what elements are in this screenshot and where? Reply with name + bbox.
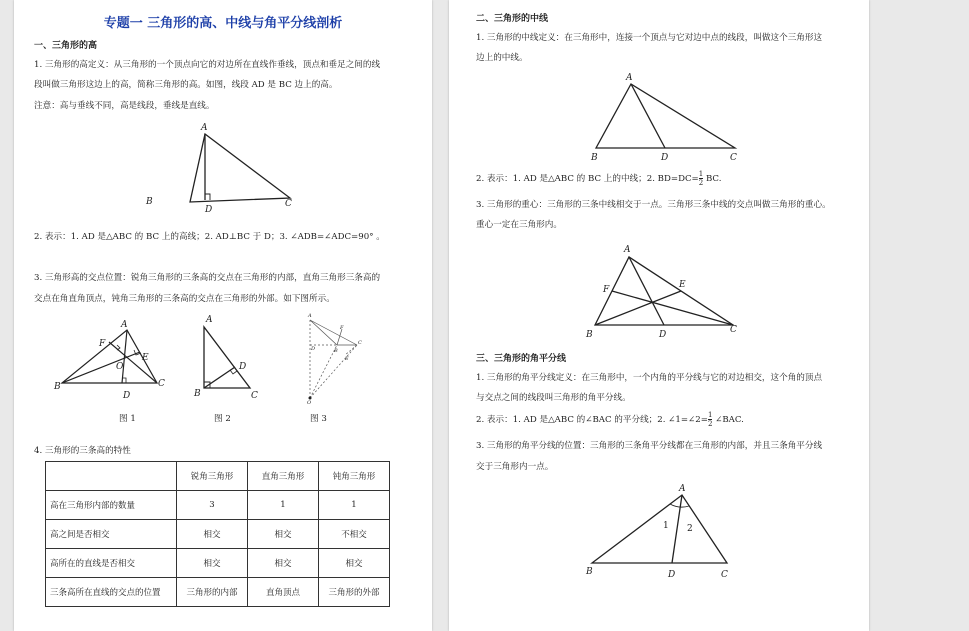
centroid-label-E: E <box>679 280 686 290</box>
table-cell: 高之间是否相交 <box>46 520 177 549</box>
fig2-label-D: D <box>239 362 247 372</box>
fig3-label-D: D <box>311 346 316 352</box>
table-header-cell <box>46 462 177 491</box>
table-row <box>46 520 390 549</box>
fraction-denominator: 2 <box>707 420 713 428</box>
table-header-cell: 锐角三角形 <box>177 462 248 491</box>
section-heading-median: 二、三角形的中线 <box>476 14 549 24</box>
fig1-label-C: C <box>158 379 165 389</box>
label-A: A <box>201 123 208 133</box>
table-cell: 1 <box>319 491 390 520</box>
bisector-label-1: 1 <box>663 521 669 531</box>
paragraph-height-def-line1: 1. 三角形的高定义：从三角形的一个顶点向它的对边所在直线作垂线，顶点和垂足之间的线 <box>34 60 381 70</box>
caption-figure-1: 图 1 <box>119 414 136 424</box>
fig3-label-E: E <box>345 356 349 362</box>
table-cell: 高所在的直线是否相交 <box>46 549 177 578</box>
table-cell: 直角顶点 <box>248 578 319 607</box>
label-B: B <box>146 197 153 207</box>
bisector-label-C: C <box>721 570 728 580</box>
bisector-notation-suffix: ∠BAC. <box>712 415 744 425</box>
median-notation-text: 2. 表示：1. AD 是△ABC 的 BC 上的中线；2. BD=DC= <box>476 174 699 184</box>
table-cell: 相交 <box>319 549 390 578</box>
table-cell: 三角形的内部 <box>177 578 248 607</box>
fig2-label-B: B <box>194 389 201 399</box>
caption-figure-2: 图 2 <box>214 414 231 424</box>
centroid-label-A: A <box>624 245 631 255</box>
fig3-label-B: B <box>334 348 338 354</box>
paragraph-incenter-line1: 3. 三角形的角平分线的位置：三角形的三条角平分线都在三角形的内部，并且三条角平分线 <box>476 441 823 451</box>
paragraph-centroid-line2: 重心一定在三角形内。 <box>476 220 562 230</box>
fraction-denominator: 2 <box>698 179 704 187</box>
fig1-label-D: D <box>123 391 131 401</box>
table-cell: 3 <box>177 491 248 520</box>
fig1-label-A: A <box>121 320 128 330</box>
table-cell: 三条高所在直线的交点的位置 <box>46 578 177 607</box>
table-cell: 相交 <box>177 520 248 549</box>
bisector-label-B: B <box>586 567 593 577</box>
centroid-label-B: B <box>586 330 593 340</box>
fig3-label-A: A <box>308 313 312 319</box>
label-D: D <box>205 205 213 215</box>
fraction-numerator: 1 <box>707 411 713 419</box>
caption-figure-3: 图 3 <box>310 414 327 424</box>
table-header-row <box>46 462 390 491</box>
fraction-numerator: 1 <box>698 170 704 178</box>
table-cell: 1 <box>248 491 319 520</box>
paragraph-median-def-line2: 边上的中线。 <box>476 53 528 63</box>
paragraph-orthocenter-line2: 交点在角直角顶点，钝角三角形的三条高的交点在三角形的外部。如下图所示。 <box>34 294 335 304</box>
fig3-label-O: O <box>307 400 312 406</box>
paragraph-altitude-properties: 4. 三角形的三条高的特性 <box>34 446 131 456</box>
paragraph-median-def-line1: 1. 三角形的中线定义：在三角形中，连接一个顶点与它对边中点的线段，叫做这个三角形这 <box>476 33 823 43</box>
bisector-label-2: 2 <box>687 524 693 534</box>
table-cell: 相交 <box>177 549 248 578</box>
fig1-label-E: E <box>142 353 149 363</box>
bisector-notation-text: 2. 表示：1. AD 是△ABC 的∠BAC 的平分线；2. ∠1=∠2= <box>476 415 708 425</box>
paragraph-height-def-line2: 段叫做三角形这边上的高，简称三角形的高。如图，线段 AD 是 BC 边上的高。 <box>34 80 338 90</box>
paragraph-incenter-line2: 交于三角形内一点。 <box>476 462 554 472</box>
fig1-label-F: F <box>99 339 106 349</box>
median-notation-suffix: BC. <box>703 174 722 184</box>
paragraph-height-notation: 2. 表示：1. AD 是△ABC 的 BC 上的高线；2. AD⊥BC 于 D；3. ∠ADB=∠ADC=90° 。 <box>34 232 385 242</box>
table-cell: 相交 <box>248 549 319 578</box>
section-heading-height: 一、三角形的高 <box>34 41 98 51</box>
table-row <box>46 578 390 607</box>
table-cell: 三角形的外部 <box>319 578 390 607</box>
centroid-label-F: F <box>603 285 610 295</box>
fig1-label-O: O <box>116 362 124 372</box>
left-page <box>14 0 432 631</box>
table-cell: 高在三角形内部的数量 <box>46 491 177 520</box>
table-row <box>46 491 390 520</box>
right-page <box>449 0 869 631</box>
centroid-label-C: C <box>730 325 737 335</box>
section-heading-bisector: 三、三角形的角平分线 <box>476 354 567 364</box>
figure-bisector <box>449 0 869 631</box>
label-C: C <box>285 199 292 209</box>
paragraph-bisector-def-line1: 1. 三角形的角平分线定义：在三角形中，一个内角的平分线与它的对边相交，这个角的顶点 <box>476 373 823 383</box>
bisector-label-D: D <box>668 570 676 580</box>
median-label-C: C <box>730 153 737 163</box>
bisector-label-A: A <box>679 484 686 494</box>
fig1-label-B: B <box>54 382 61 392</box>
median-label-B: B <box>591 153 598 163</box>
paragraph-bisector-def-line2: 与交点之间的线段叫三角形的角平分线。 <box>476 393 631 403</box>
paragraph-note: 注意：高与垂线不同，高是线段，垂线是直线。 <box>34 101 215 111</box>
table-header-cell: 钝角三角形 <box>319 462 390 491</box>
median-label-D: D <box>661 153 669 163</box>
table-cell: 不相交 <box>319 520 390 549</box>
page-title: 专题一 三角形的高、中线与角平分线剖析 <box>103 16 343 31</box>
fig3-label-F: F <box>340 325 344 331</box>
table-cell: 相交 <box>248 520 319 549</box>
fig2-label-A: A <box>206 315 213 325</box>
centroid-label-D: D <box>659 330 667 340</box>
table-header-cell: 直角三角形 <box>248 462 319 491</box>
fig3-label-C: C <box>358 340 362 346</box>
paragraph-orthocenter-line1: 3. 三角形高的交点位置：锐角三角形的三条高的交点在三角形的内部，直角三角形三条高的 <box>34 273 381 283</box>
paragraph-centroid-line1: 3. 三角形的重心：三角形的三条中线相交于一点。三角形三条中线的交点叫做三角形的重心。 <box>476 200 831 210</box>
median-label-A: A <box>626 73 633 83</box>
table-row <box>46 549 390 578</box>
altitude-properties-table <box>45 461 390 607</box>
fig2-label-C: C <box>251 391 258 401</box>
